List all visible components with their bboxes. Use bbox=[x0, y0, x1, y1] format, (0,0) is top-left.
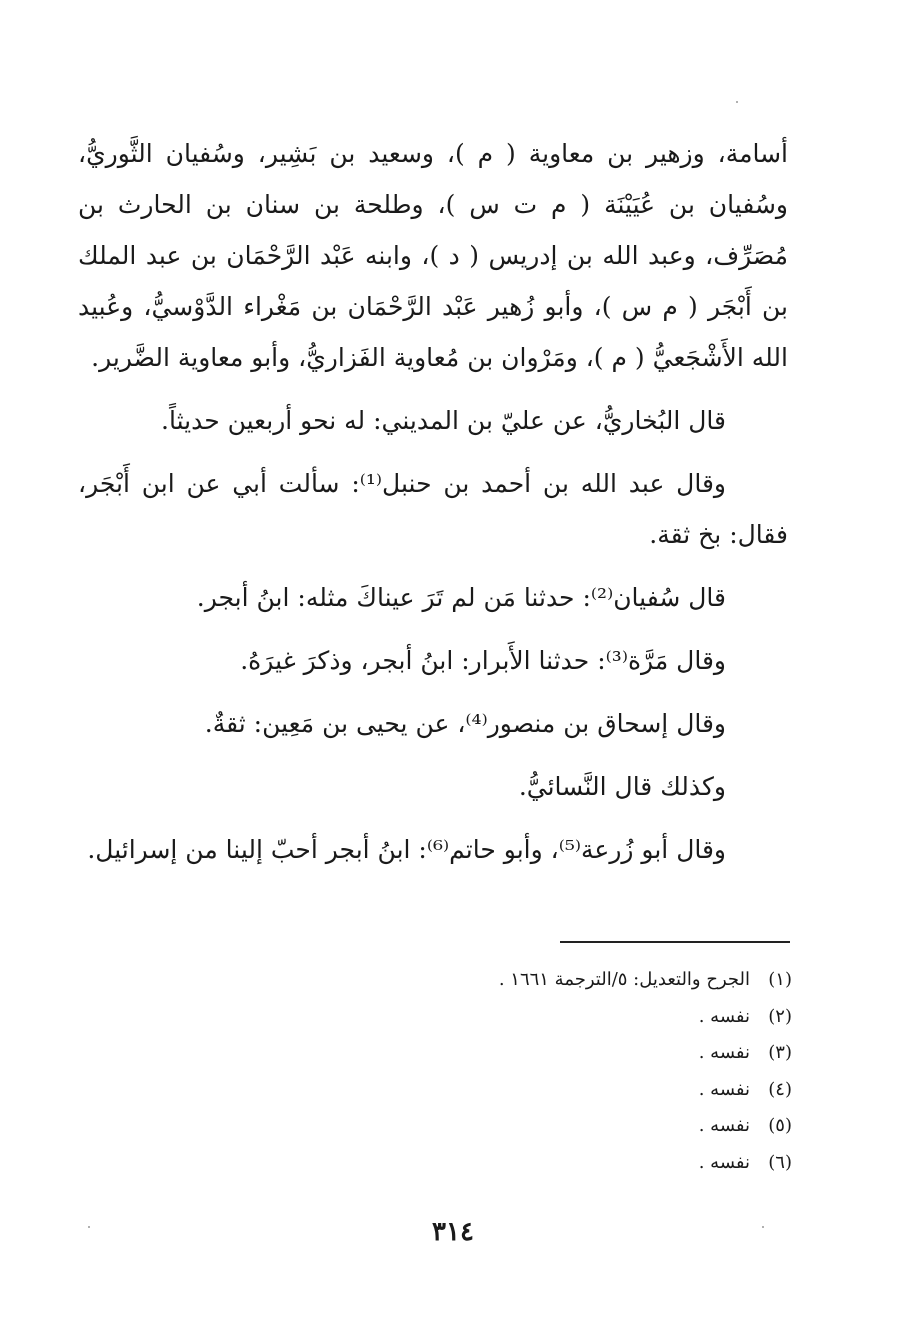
scan-speck bbox=[736, 101, 738, 103]
footnote-item bbox=[420, 1145, 792, 1182]
footnote-number: (٢) bbox=[768, 1005, 792, 1027]
footnote-number: (٦) bbox=[768, 1151, 792, 1173]
footnotes bbox=[420, 962, 792, 1181]
paragraph-nasai: وكذلك قال النَّسائيُّ. bbox=[518, 772, 726, 801]
footnote-separator bbox=[560, 941, 790, 943]
footnote-number: (٤) bbox=[768, 1078, 792, 1100]
footnote-text: نفسه . bbox=[698, 1115, 750, 1136]
footnote-item bbox=[420, 1035, 792, 1072]
page-number: ٣١٤ bbox=[432, 1217, 474, 1247]
footnote-item bbox=[420, 1108, 792, 1145]
paragraph-marra: وقال مَرَّة⁽³⁾: حدثنا الأَبرار: ابنُ أبجر، وذكرَ غيرَهُ. bbox=[240, 646, 726, 675]
footnote-text: نفسه . bbox=[698, 1151, 750, 1173]
footnote-number: (٥) bbox=[768, 1115, 792, 1136]
paragraph-narrators: أسامة، وزهير بن معاوية ( م )، وسعيد بن بَشِير، وسُفيان الثَّوريُّ، وسُفيان بن عُيَيْنَة ( م ت س )، وطلحة بن سنان بن الحارث بن مُصَرِّف، وعبد الله بن إدريس ( د )، وابنه عَبْد الرَّحْمَان بن عبد الملك بن أَبْجَر ( م س )، وأبو زُهير عَبْد الرَّحْمَان بن مَغْراء الدَّوْسيُّ، وعُبيد الله الأَشْجَعيُّ ( م )، ومَرْوان بن مُعاوية الفَزاريُّ، وأبو معاوية الضَّرير. bbox=[78, 139, 788, 372]
footnote-text: الجرح والتعديل: ٥/الترجمة ١٦٦١ . bbox=[498, 969, 750, 990]
paragraph-sufyan: قال سُفيان⁽²⁾: حدثنا مَن لم تَرَ عيناكَ مثله: ابنُ أبجر. bbox=[196, 583, 726, 612]
main-text bbox=[78, 128, 788, 875]
footnote-item bbox=[420, 999, 792, 1036]
footnote-number: (١) bbox=[768, 969, 792, 990]
footnote-text: نفسه . bbox=[698, 1042, 750, 1063]
paragraph-bukhari: قال البُخاريُّ، عن عليّ بن المديني: له نحو أربعين حديثاً. bbox=[161, 406, 726, 435]
footnote-text: نفسه . bbox=[698, 1005, 750, 1027]
paragraph-ishaq: وقال إسحاق بن منصور⁽⁴⁾، عن يحيى بن مَعِين: ثقةٌ. bbox=[204, 709, 726, 738]
paragraph-abu-zura: وقال أبو زُرعة⁽⁵⁾، وأبو حاتم⁽⁶⁾: ابنُ أبجر أحبّ إلينا من إسرائيل. bbox=[87, 835, 726, 864]
footnote-number: (٣) bbox=[768, 1042, 792, 1063]
footnote-text: نفسه . bbox=[698, 1078, 750, 1100]
paragraph-abdullah-ibn-ahmad: وقال عبد الله بن أحمد بن حنبل⁽¹⁾: سألت أبي عن ابن أَبْجَر، فقال: بخ ثقة. bbox=[78, 469, 788, 549]
footnote-item bbox=[420, 1072, 792, 1109]
footnote-item bbox=[420, 962, 792, 999]
